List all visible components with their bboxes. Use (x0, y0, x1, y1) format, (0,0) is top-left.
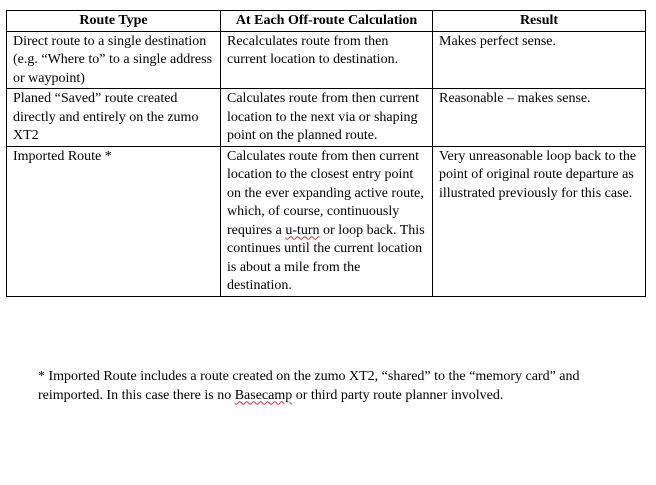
result-cell: Very unreasonable loop back to the point of original route departure as illustrated previously for this case. (433, 146, 646, 296)
header-result: Result (433, 11, 646, 32)
table-header-row (7, 11, 646, 32)
calculation-text: Calculates route from then current location to the closest entry point on the ever expanding active route, which, of course, continuously requires a (227, 148, 424, 238)
route-type-cell: Planed “Saved” route created directly and entirely on the zumo XT2 (7, 89, 221, 147)
calculation-cell: Recalculates route from then current location to destination. (221, 31, 433, 89)
route-type-cell: Direct route to a single destination (e.g. “Where to” to a single address or waypoint) (7, 31, 221, 89)
result-cell: Makes perfect sense. (433, 31, 646, 89)
calculation-cell (221, 146, 433, 296)
spellcheck-flagged-word[interactable]: Basecamp (234, 387, 293, 403)
header-route-type: Route Type (7, 11, 221, 32)
table-row (7, 146, 646, 296)
table-row (7, 89, 646, 147)
header-off-route-calculation: At Each Off-route Calculation (221, 11, 433, 32)
result-cell: Reasonable – makes sense. (433, 89, 646, 147)
route-type-cell: Imported Route * (7, 146, 221, 296)
spellcheck-flagged-word[interactable]: u-turn (285, 222, 320, 238)
table-row (7, 31, 646, 89)
footnote-text: or third party route planner involved. (292, 387, 504, 403)
calculation-cell: Calculates route from then current location to the next via or shaping point on the planned route. (221, 89, 433, 147)
calculation-text: or loop back. This continues until the current location is about a mile from the destination. (227, 222, 425, 293)
route-comparison-table (6, 10, 646, 297)
footnote-text: * Imported Route includes a route created on the zumo XT2, “shared” to the “memory card” and reimported. In this case there is no (38, 369, 580, 403)
footnote (38, 368, 638, 405)
